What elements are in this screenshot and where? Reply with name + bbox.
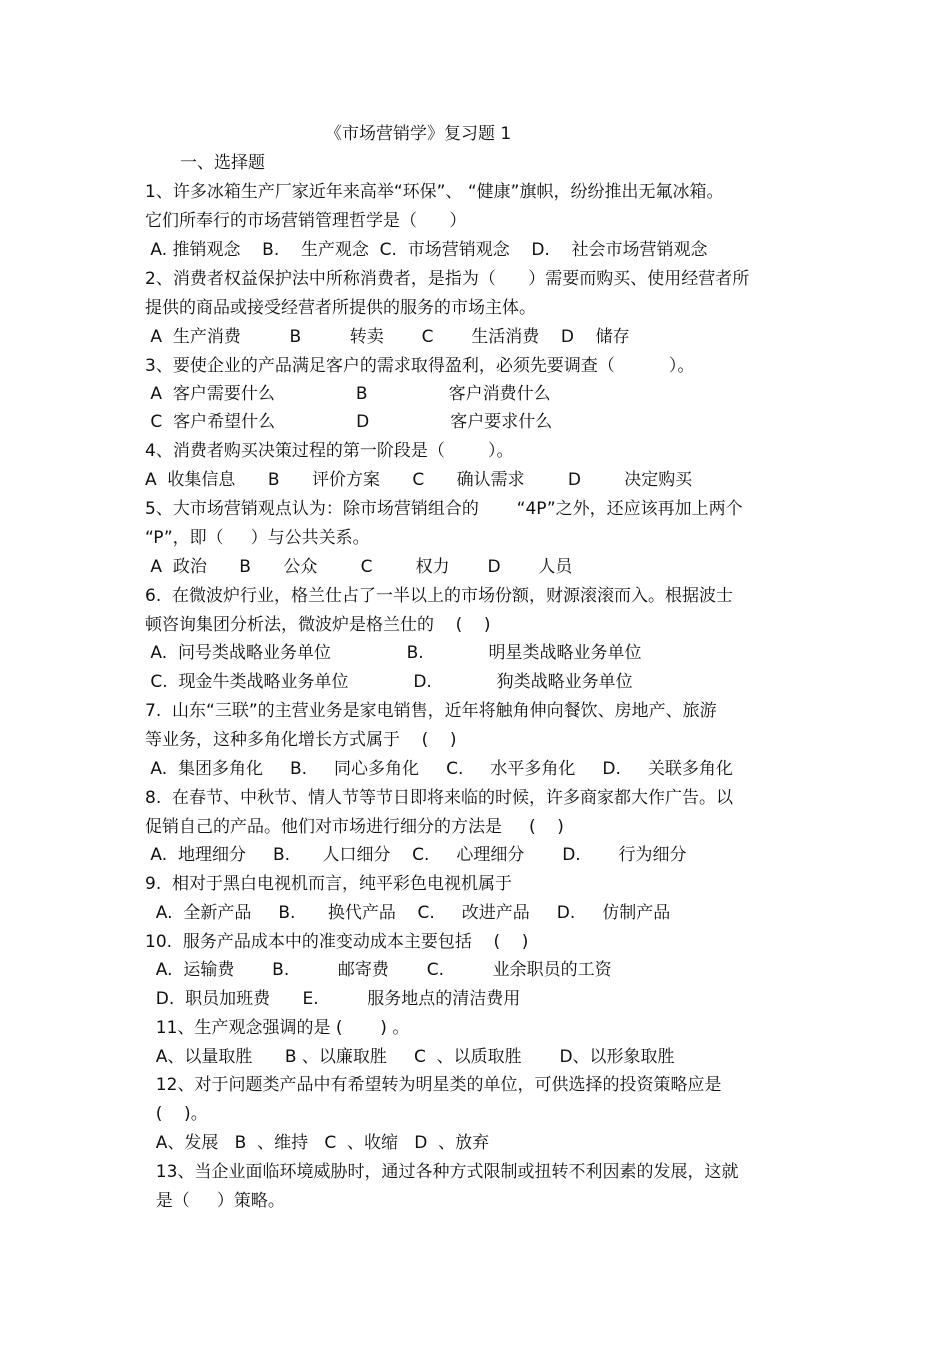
question-8-options: A. 地理细分 B. 人口细分 C. 心理细分 D. 行为细分 bbox=[145, 845, 687, 865]
question-10-line-1: 10. 服务产品成本中的准变动成本主要包括 ( ) bbox=[145, 932, 529, 952]
question-9-options: A. 全新产品 B. 换代产品 C. 改进产品 D. 仿制产品 bbox=[145, 903, 671, 923]
question-7-options: A. 集团多角化 B. 同心多角化 C. 水平多角化 D. 关联多角化 bbox=[145, 759, 733, 779]
question-11-line-1: 11、生产观念强调的是 ( ) 。 bbox=[145, 1018, 410, 1038]
question-2-options: A 生产消费 B 转卖 C 生活消费 D 储存 bbox=[145, 327, 630, 347]
question-2-line-2: 提供的商品或接受经营者所提供的服务的市场主体。 bbox=[145, 298, 536, 318]
question-9-line-1: 9. 相对于黑白电视机而言，纯平彩色电视机属于 bbox=[145, 874, 513, 894]
question-2-line-1: 2、消费者权益保护法中所称消费者，是指为（ ）需要而购买、使用经营者所 bbox=[145, 269, 750, 289]
question-5-line-2: “P”，即（ ）与公共关系。 bbox=[145, 528, 370, 548]
question-1-line-2: 它们所奉行的市场营销管理哲学是（ ） bbox=[145, 211, 467, 231]
question-12-line-1: 12、对于问题类产品中有希望转为明星类的单位，可供选择的投资策略应是 bbox=[145, 1075, 722, 1095]
question-4-line-1: 4、消费者购买决策过程的第一阶段是（ ）。 bbox=[145, 441, 514, 461]
document-title: 《市场营销学》复习题 1 bbox=[325, 124, 512, 144]
question-12-options: A、发展 B 、维持 C 、收缩 D 、放弃 bbox=[145, 1133, 490, 1153]
question-6-options-1: A. 问号类战略业务单位 B. 明星类战略业务单位 bbox=[145, 643, 642, 663]
question-3-line-1: 3、要使企业的产品满足客户的需求取得盈利，必须先要调查（ ）。 bbox=[145, 356, 695, 376]
question-13-line-2: 是（ ）策略。 bbox=[145, 1191, 285, 1211]
question-13-line-1: 13、当企业面临环境威胁时，通过各种方式限制或扭转不利因素的发展，这就 bbox=[145, 1162, 739, 1182]
section-heading: 一、选择题 bbox=[180, 153, 265, 173]
question-7-line-1: 7. 山东“三联”的主营业务是家电销售，近年将触角伸向餐饮、房地产、旅游 bbox=[145, 701, 717, 721]
question-1-line-1: 1、许多冰箱生产厂家近年来高举“环保”、 “健康”旗帜，纷纷推出无氟冰箱。 bbox=[145, 182, 724, 202]
question-11-options: A、以量取胜 B 、以廉取胜 C 、以质取胜 D、以形象取胜 bbox=[145, 1047, 675, 1067]
question-4-options: A 收集信息 B 评价方案 C 确认需求 D 决定购买 bbox=[145, 470, 693, 490]
question-10-options-1: A. 运输费 B. 邮寄费 C. 业余职员的工资 bbox=[145, 960, 612, 980]
question-12-line-2: ( )。 bbox=[145, 1104, 208, 1124]
question-5-options: A 政治 B 公众 C 权力 D 人员 bbox=[145, 557, 573, 577]
question-10-options-2: D. 职员加班费 E. 服务地点的清洁费用 bbox=[145, 989, 521, 1009]
question-1-options: A. 推销观念 B. 生产观念 C. 市场营销观念 D. 社会市场营销观念 bbox=[145, 240, 708, 260]
question-7-line-2: 等业务，这种多角化增长方式属于 ( ) bbox=[145, 730, 457, 750]
question-8-line-1: 8. 在春节、中秋节、情人节等节日即将来临的时候，许多商家都大作广告。以 bbox=[145, 788, 734, 808]
question-6-line-1: 6. 在微波炉行业，格兰仕占了一半以上的市场份额，财源滚滚而入。根据波士 bbox=[145, 586, 734, 606]
question-6-line-2: 顿咨询集团分析法，微波炉是格兰仕的 ( ) bbox=[145, 615, 491, 635]
question-3-options-2: C 客户希望什么 D 客户要求什么 bbox=[145, 412, 553, 432]
question-5-line-1: 5、大市场营销观点认为：除市场营销组合的 “4P”之外，还应该再加上两个 bbox=[145, 499, 743, 519]
question-3-options-1: A 客户需要什么 B 客户消费什么 bbox=[145, 384, 551, 404]
question-6-options-2: C. 现金牛类战略业务单位 D. 狗类战略业务单位 bbox=[145, 672, 633, 692]
question-8-line-2: 促销自己的产品。他们对市场进行细分的方法是 ( ) bbox=[145, 817, 564, 837]
